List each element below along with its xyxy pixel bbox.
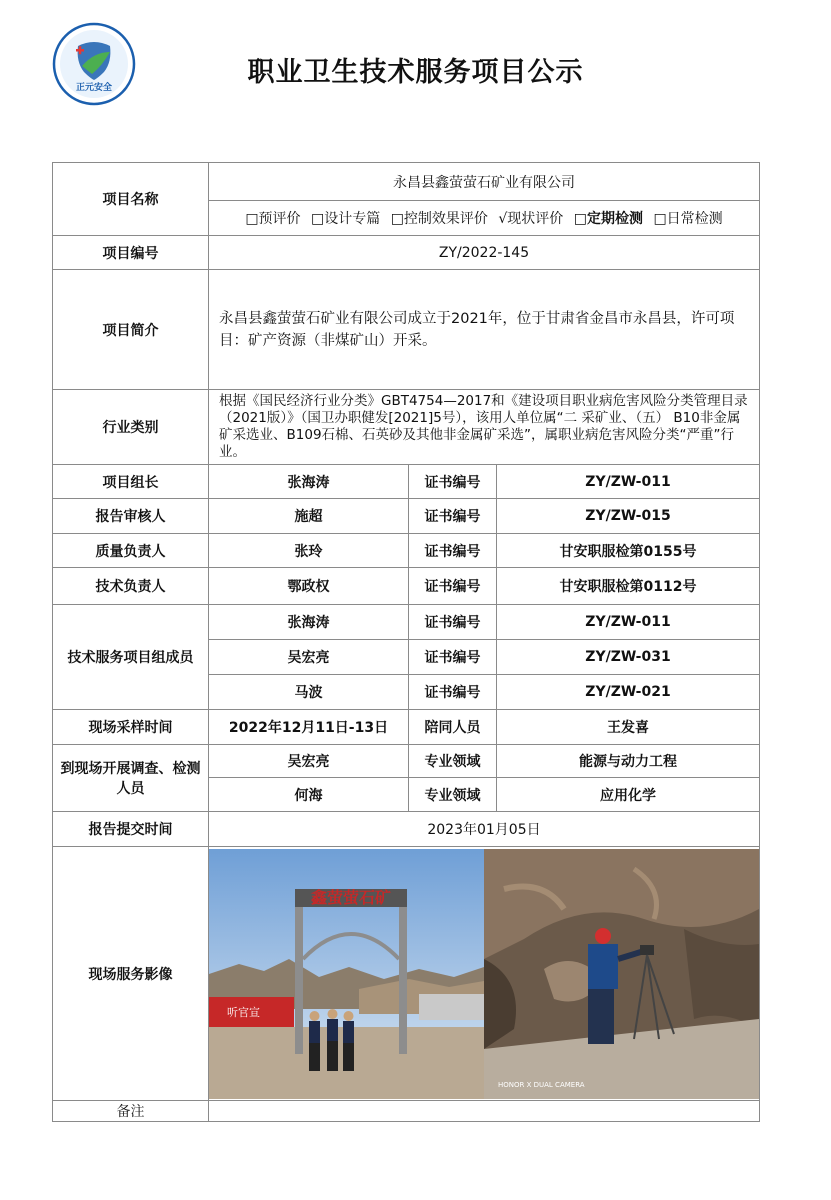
- member-name: 张海涛: [209, 605, 409, 640]
- mine-gate-photo: [209, 849, 484, 1099]
- reviewer-name: 施超: [209, 499, 409, 534]
- submit-time-label: 报告提交时间: [53, 812, 209, 847]
- evaluation-type-options: [209, 201, 760, 236]
- sampling-time: 2022年12月11日-13日: [209, 710, 409, 745]
- industry-text: 根据《国民经济行业分类》GBT4754—2017和《建设项目职业病危害风险分类管理目录（2021版）》（国卫办职健发[2021]5号），该用人单位属“二 采矿业、（五） B10非金属矿采选业、B109石棉、石英砂及其他非金属矿采选”，属职业病危害风险分类“严重”行业。: [209, 390, 760, 465]
- company-name: 永昌县鑫萤萤石矿业有限公司: [209, 163, 760, 201]
- type-option-pre: □预评价: [245, 211, 301, 227]
- member-name: 吴宏亮: [209, 640, 409, 675]
- member-cert-label: 证书编号: [409, 640, 497, 675]
- reviewer-cert: ZY/ZW-015: [497, 499, 760, 534]
- member-name: 马波: [209, 675, 409, 710]
- sampling-time-label: 现场采样时间: [53, 710, 209, 745]
- info-table: [52, 162, 760, 1122]
- companion-label: 陪同人员: [409, 710, 497, 745]
- logo-text: 正元安全: [75, 83, 112, 93]
- field-label: 专业领域: [409, 745, 497, 778]
- member-cert: ZY/ZW-031: [497, 640, 760, 675]
- project-number-label: 项目编号: [53, 236, 209, 270]
- type-option-periodic: □定期检测: [573, 211, 643, 227]
- survey-staff-field: 能源与动力工程: [497, 745, 760, 778]
- survey-staff-name: 吴宏亮: [209, 745, 409, 778]
- gate-sign-text: 鑫萤萤石矿: [310, 887, 392, 907]
- tech-cert: 甘安职服检第0112号: [497, 568, 760, 605]
- type-option-control: □控制效果评价: [390, 211, 488, 227]
- type-option-design: □设计专篇: [311, 211, 381, 227]
- industry-label: 行业类别: [53, 390, 209, 465]
- survey-staff-label: 到现场开展调查、检测人员: [53, 745, 209, 812]
- cave-monitoring-photo: [484, 849, 759, 1099]
- type-option-daily: □日常检测: [653, 211, 723, 227]
- member-cert: ZY/ZW-011: [497, 605, 760, 640]
- members-label: 技术服务项目组成员: [53, 605, 209, 710]
- leader-cert-label: 证书编号: [409, 465, 497, 499]
- banner-text: 听官宣: [227, 1005, 260, 1019]
- camera-watermark: HONOR X DUAL CAMERA: [498, 1080, 585, 1089]
- submit-date: 2023年01月05日: [209, 812, 760, 847]
- member-cert-label: 证书编号: [409, 675, 497, 710]
- field-label: 专业领域: [409, 778, 497, 812]
- member-cert: ZY/ZW-021: [497, 675, 760, 710]
- tech-cert-label: 证书编号: [409, 568, 497, 605]
- reviewer-cert-label: 证书编号: [409, 499, 497, 534]
- remarks-label: 备注: [53, 1101, 209, 1122]
- remarks-value: [209, 1101, 760, 1122]
- companion-name: 王发喜: [497, 710, 760, 745]
- member-cert-label: 证书编号: [409, 605, 497, 640]
- survey-staff-field: 应用化学: [497, 778, 760, 812]
- survey-staff-name: 何海: [209, 778, 409, 812]
- page-title: 职业卫生技术服务项目公示: [247, 57, 584, 88]
- type-option-status: √现状评价: [498, 211, 564, 227]
- quality-cert-label: 证书编号: [409, 534, 497, 568]
- leader-cert: ZY/ZW-011: [497, 465, 760, 499]
- project-intro-label: 项目简介: [53, 270, 209, 390]
- images-label: 现场服务影像: [53, 847, 209, 1101]
- project-name-label: 项目名称: [53, 163, 209, 236]
- quality-cert: 甘安职服检第0155号: [497, 534, 760, 568]
- site-photos: [209, 847, 760, 1101]
- tech-label: 技术负责人: [53, 568, 209, 605]
- leader-label: 项目组长: [53, 465, 209, 499]
- project-number: ZY/2022-145: [209, 236, 760, 270]
- project-intro: 永昌县鑫萤萤石矿业有限公司成立于2021年，位于甘肃省金昌市永昌县，许可项目：矿产资源（非煤矿山）开采。: [209, 270, 760, 390]
- reviewer-label: 报告审核人: [53, 499, 209, 534]
- leader-name: 张海涛: [209, 465, 409, 499]
- quality-label: 质量负责人: [53, 534, 209, 568]
- quality-name: 张玲: [209, 534, 409, 568]
- tech-name: 鄂政权: [209, 568, 409, 605]
